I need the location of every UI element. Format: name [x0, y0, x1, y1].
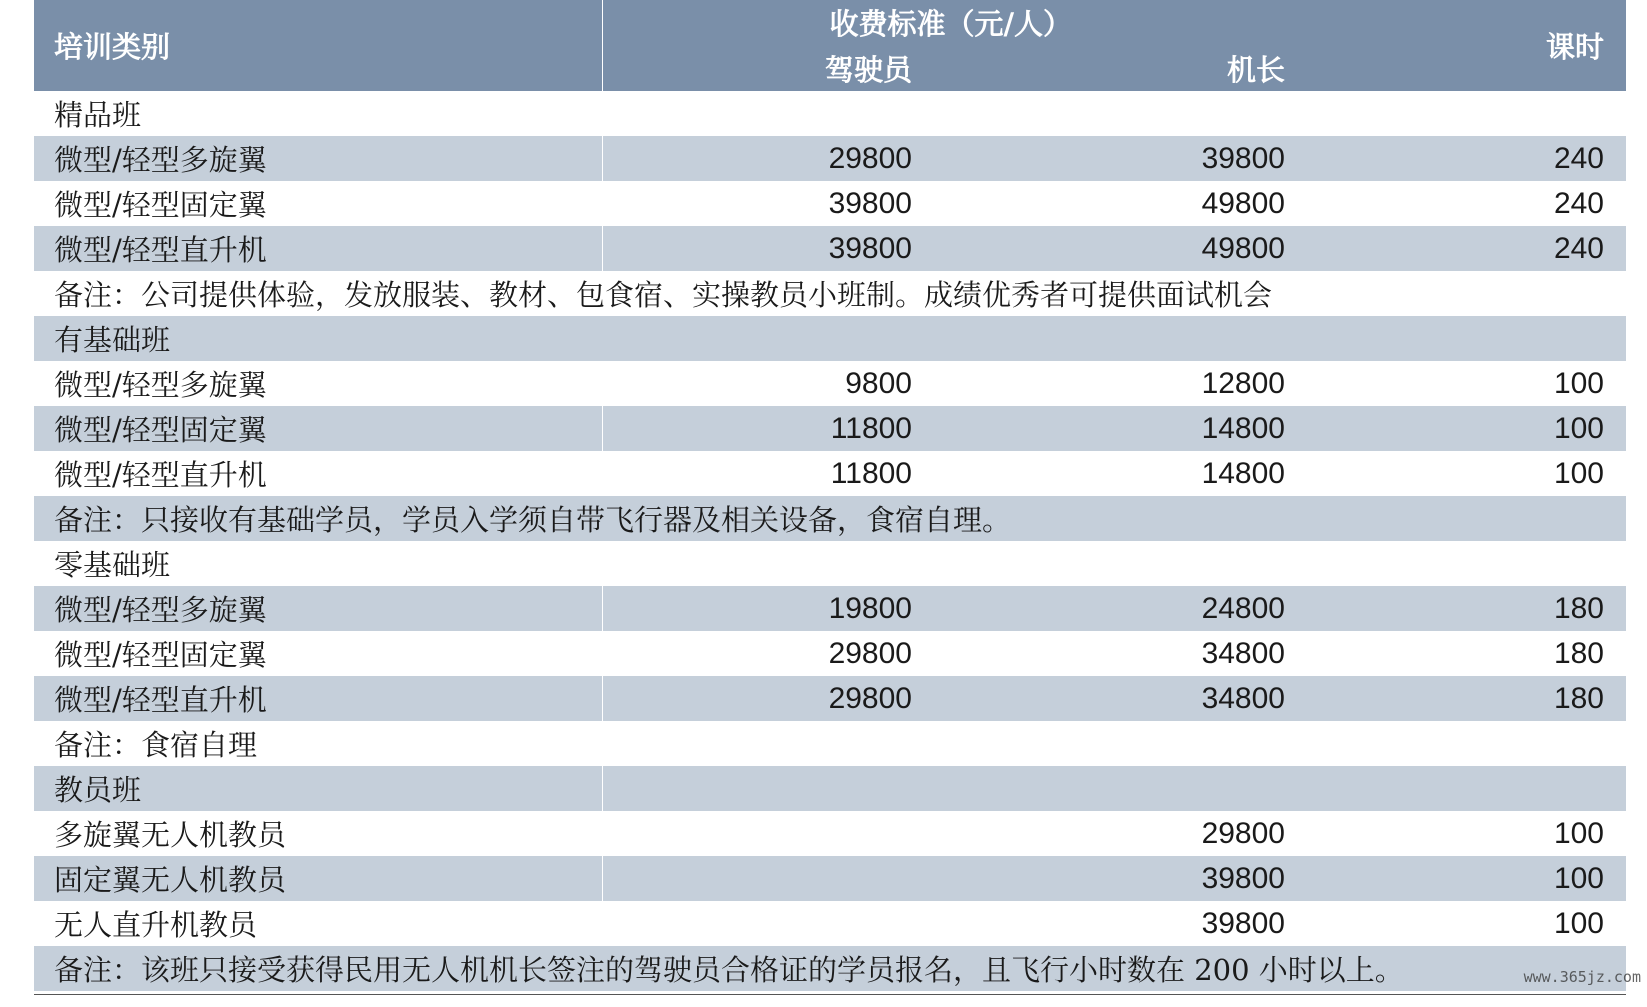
- training-type: 微型/轻型直升机: [34, 226, 602, 271]
- table-row: [34, 226, 1626, 271]
- header-hours: 课时: [1299, 0, 1626, 91]
- captain-fee: 14800: [958, 451, 1299, 496]
- course-hours: 100: [1299, 811, 1626, 856]
- pilot-fee: [602, 811, 958, 856]
- header-pilot: 驾驶员: [602, 45, 958, 91]
- pilot-fee: 39800: [602, 181, 958, 226]
- section-note: 备注：只接收有基础学员，学员入学须自带飞行器及相关设备，食宿自理。: [34, 496, 1626, 541]
- header-captain: 机长: [958, 45, 1299, 91]
- table-row: [34, 361, 1626, 406]
- table-row: [34, 811, 1626, 856]
- pilot-fee: 9800: [602, 361, 958, 406]
- pilot-fee: 11800: [602, 451, 958, 496]
- captain-fee: 12800: [958, 361, 1299, 406]
- course-hours: 180: [1299, 586, 1626, 631]
- section-row: [34, 766, 1626, 811]
- captain-fee: 39800: [958, 901, 1299, 946]
- section-note: 备注：公司提供体验，发放服装、教材、包食宿、实操教员小班制。成绩优秀者可提供面试机会: [34, 271, 1626, 316]
- section-row: [34, 541, 1626, 586]
- course-hours: 100: [1299, 406, 1626, 451]
- captain-fee: 24800: [958, 586, 1299, 631]
- section-title: 有基础班: [34, 316, 1626, 361]
- table-body: [34, 91, 1626, 991]
- course-hours: 100: [1299, 901, 1626, 946]
- table-row: [34, 631, 1626, 676]
- training-type: 微型/轻型固定翼: [34, 406, 602, 451]
- section-blank: [602, 766, 1626, 811]
- table-header: [34, 0, 1626, 91]
- table-row: [34, 586, 1626, 631]
- pilot-fee: 29800: [602, 631, 958, 676]
- training-type: 固定翼无人机教员: [34, 856, 602, 901]
- table-row: [34, 451, 1626, 496]
- training-type: 微型/轻型直升机: [34, 451, 602, 496]
- captain-fee: 39800: [958, 136, 1299, 181]
- pilot-fee: [602, 901, 958, 946]
- training-type: 微型/轻型多旋翼: [34, 136, 602, 181]
- course-hours: 100: [1299, 856, 1626, 901]
- captain-fee: 34800: [958, 631, 1299, 676]
- course-hours: 100: [1299, 451, 1626, 496]
- training-type: 微型/轻型固定翼: [34, 181, 602, 226]
- course-hours: 240: [1299, 226, 1626, 271]
- section-note: 备注：食宿自理: [34, 721, 1626, 766]
- pilot-fee: [602, 856, 958, 901]
- section-title: 精品班: [34, 91, 1626, 136]
- header-fee-title: 收费标准（元/人）: [602, 0, 1299, 45]
- note-row: [34, 496, 1626, 541]
- captain-fee: 49800: [958, 181, 1299, 226]
- course-hours: 180: [1299, 631, 1626, 676]
- note-row: [34, 271, 1626, 316]
- captain-fee: 39800: [958, 856, 1299, 901]
- training-type: 微型/轻型多旋翼: [34, 586, 602, 631]
- captain-fee: 49800: [958, 226, 1299, 271]
- section-title: 教员班: [34, 766, 602, 811]
- table-row: [34, 181, 1626, 226]
- pilot-fee: 11800: [602, 406, 958, 451]
- pilot-fee: 29800: [602, 136, 958, 181]
- section-note: 备注：该班只接受获得民用无人机机长签注的驾驶员合格证的学员报名，且飞行小时数在 200 小时以上。: [34, 946, 1626, 991]
- note-row: [34, 721, 1626, 766]
- training-type: 微型/轻型直升机: [34, 676, 602, 721]
- course-hours: 240: [1299, 136, 1626, 181]
- captain-fee: 29800: [958, 811, 1299, 856]
- training-type: 微型/轻型多旋翼: [34, 361, 602, 406]
- table-row: [34, 406, 1626, 451]
- section-row: [34, 316, 1626, 361]
- watermark: www.365jz.com: [1523, 968, 1641, 986]
- training-type: 多旋翼无人机教员: [34, 811, 602, 856]
- table-row: [34, 901, 1626, 946]
- fee-table: [34, 0, 1626, 991]
- table-row: [34, 676, 1626, 721]
- pilot-fee: 29800: [602, 676, 958, 721]
- captain-fee: 34800: [958, 676, 1299, 721]
- course-hours: 180: [1299, 676, 1626, 721]
- header-category: 培训类别: [34, 0, 602, 91]
- section-row: [34, 91, 1626, 136]
- section-title: 零基础班: [34, 541, 1626, 586]
- table-row: [34, 136, 1626, 181]
- pilot-fee: 19800: [602, 586, 958, 631]
- captain-fee: 14800: [958, 406, 1299, 451]
- table-row: [34, 856, 1626, 901]
- note-row: [34, 946, 1626, 991]
- pilot-fee: 39800: [602, 226, 958, 271]
- training-type: 微型/轻型固定翼: [34, 631, 602, 676]
- course-hours: 240: [1299, 181, 1626, 226]
- bottom-rule: [34, 994, 1626, 995]
- course-hours: 100: [1299, 361, 1626, 406]
- training-type: 无人直升机教员: [34, 901, 602, 946]
